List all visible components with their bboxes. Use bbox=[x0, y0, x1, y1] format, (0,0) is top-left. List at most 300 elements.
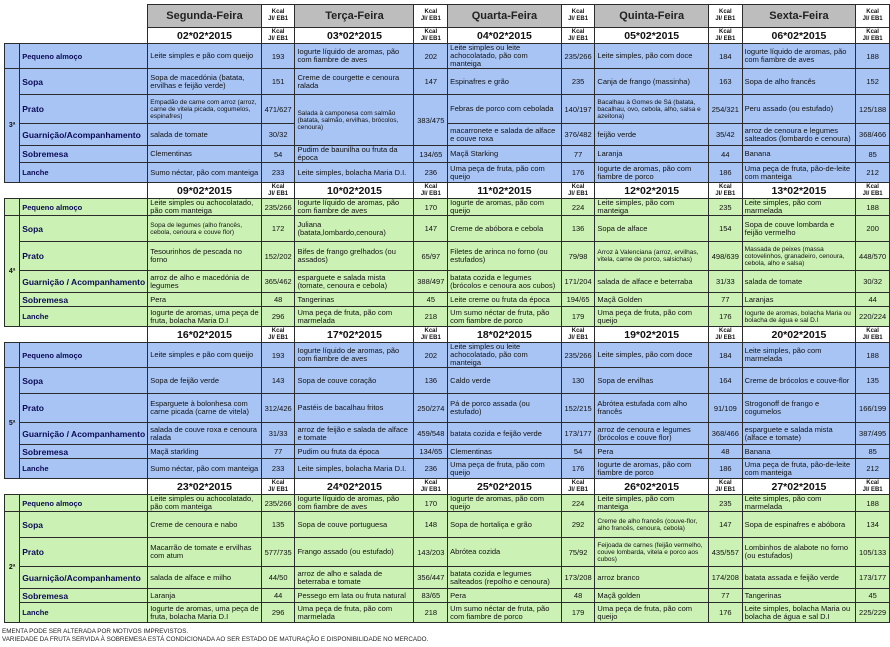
kcal-header-sub: JI/ EB1 bbox=[715, 35, 736, 42]
day-header-row bbox=[5, 5, 890, 28]
kcal-cell: 218 bbox=[414, 603, 448, 623]
kcal-header bbox=[414, 327, 448, 343]
kcal-cell: 212 bbox=[856, 163, 890, 183]
kcal-cell: 134/65 bbox=[414, 445, 448, 459]
week-number: 2ª bbox=[5, 512, 20, 623]
meal-row bbox=[5, 95, 890, 124]
kcal-header-label: Kcal bbox=[424, 9, 438, 15]
dish-cell: Leite simples ou achocolatado, pão com manteiga bbox=[148, 495, 262, 512]
kcal-header-sub: JI/ EB1 bbox=[715, 190, 736, 197]
date-cell: 27*02*2015 bbox=[742, 479, 856, 495]
kcal-header-label: Kcal bbox=[718, 327, 732, 334]
dish-cell: Tesourinhos de pescada no forno bbox=[148, 242, 262, 271]
kcal-cell: 368/466 bbox=[708, 423, 742, 445]
kcal-header-sub: JI/ EB1 bbox=[268, 35, 289, 42]
corner-blank bbox=[5, 5, 148, 28]
kcal-header bbox=[561, 183, 595, 199]
dish-cell: Strogonoff de frango e cogumelos bbox=[742, 394, 856, 423]
day-header: Sexta-Feira bbox=[742, 5, 856, 28]
meal-row bbox=[5, 216, 890, 242]
kcal-cell: 387/495 bbox=[856, 423, 890, 445]
kcal-cell: 459/548 bbox=[414, 423, 448, 445]
kcal-header-sub: JI/ EB1 bbox=[268, 486, 289, 493]
kcal-cell: 135 bbox=[856, 368, 890, 394]
kcal-cell: 212 bbox=[856, 459, 890, 479]
kcal-header bbox=[414, 479, 448, 495]
kcal-cell: 236 bbox=[414, 459, 448, 479]
meal-label: Guarnição / Acompanhamento bbox=[20, 423, 148, 445]
kcal-header-label: Kcal bbox=[718, 479, 732, 486]
dish-cell: Creme de cenoura e nabo bbox=[148, 512, 262, 538]
day-header: Terça-Feira bbox=[295, 5, 414, 28]
kcal-cell: 176 bbox=[561, 163, 595, 183]
kcal-header-label: Kcal bbox=[271, 28, 285, 35]
note-line: EMENTA PODE SER ALTERADA POR MOTIVOS IMPREVISTOS. bbox=[2, 628, 189, 635]
dish-cell: Pastéis de bacalhau fritos bbox=[295, 394, 414, 423]
kcal-header-label: Kcal bbox=[571, 327, 585, 334]
kcal-header bbox=[856, 183, 890, 199]
kcal-header-label: Kcal bbox=[866, 479, 879, 486]
dish-cell: Pudim ou fruta da época bbox=[295, 445, 414, 459]
kcal-header bbox=[708, 28, 742, 44]
kcal-header-label: Kcal bbox=[866, 183, 879, 190]
kcal-cell: 136 bbox=[414, 368, 448, 394]
dish-cell: Leite simples, pão com doce bbox=[595, 343, 709, 368]
kcal-header bbox=[414, 5, 448, 28]
meal-label: Lanche bbox=[20, 307, 148, 327]
dish-cell: Leite simples, bolacha Maria D.I. bbox=[295, 459, 414, 479]
kcal-cell: 79/98 bbox=[561, 242, 595, 271]
dish-cell: Leite simples, bolacha Maria ou bolacha de água e sal D.I bbox=[742, 603, 856, 623]
kcal-cell: 136 bbox=[561, 216, 595, 242]
kcal-cell: 224 bbox=[561, 495, 595, 512]
week-number: 3ª bbox=[5, 69, 20, 183]
date-row-blank bbox=[5, 479, 148, 495]
dish-cell: Iogurte de aromas, pão com fiambre de porco bbox=[595, 163, 709, 183]
kcal-cell: 233 bbox=[261, 459, 295, 479]
date-row bbox=[5, 28, 890, 44]
dish-cell: batata cozida e feijão verde bbox=[448, 423, 562, 445]
weekly-menu-table bbox=[4, 4, 890, 623]
dish-cell: salada de tomate bbox=[742, 271, 856, 293]
kcal-cell: 54 bbox=[261, 146, 295, 163]
menu-body bbox=[5, 5, 890, 623]
dish-cell: Leite simples, pão com doce bbox=[595, 44, 709, 69]
kcal-cell: 448/570 bbox=[856, 242, 890, 271]
kcal-header-sub: JI/ EB1 bbox=[420, 486, 441, 493]
meal-label: Pequeno almoço bbox=[20, 199, 148, 216]
kcal-header bbox=[708, 183, 742, 199]
kcal-cell: 383/475 bbox=[414, 95, 448, 146]
kcal-cell: 171/204 bbox=[561, 271, 595, 293]
dish-cell: Laranjas bbox=[742, 293, 856, 307]
meal-label: Pequeno almoço bbox=[20, 495, 148, 512]
dish-cell: Creme de abóbora e cebola bbox=[448, 216, 562, 242]
kcal-cell: 235/266 bbox=[261, 199, 295, 216]
dish-cell: Laranja bbox=[148, 589, 262, 603]
kcal-cell: 83/65 bbox=[414, 589, 448, 603]
meal-row bbox=[5, 44, 890, 69]
day-header: Quarta-Feira bbox=[448, 5, 562, 28]
kcal-header bbox=[708, 5, 742, 28]
kcal-cell: 235 bbox=[561, 69, 595, 95]
meal-row bbox=[5, 423, 890, 445]
meal-label: Sobremesa bbox=[20, 589, 148, 603]
kcal-cell: 179 bbox=[561, 307, 595, 327]
kcal-header bbox=[261, 28, 295, 44]
meal-label: Guarnição/Acompanhamento bbox=[20, 567, 148, 589]
meal-row bbox=[5, 495, 890, 512]
kcal-cell: 147 bbox=[708, 512, 742, 538]
kcal-header-label: Kcal bbox=[718, 9, 732, 15]
date-row-blank bbox=[5, 183, 148, 199]
kcal-cell: 356/447 bbox=[414, 567, 448, 589]
dish-cell: Leite simples, pão com manteiga bbox=[595, 199, 709, 216]
date-cell: 03*02*2015 bbox=[295, 28, 414, 44]
kcal-cell: 151 bbox=[261, 69, 295, 95]
dish-cell: Pá de porco assada (ou estufado) bbox=[448, 394, 562, 423]
kcal-cell: 193 bbox=[261, 343, 295, 368]
dish-cell: Filetes de arinca no forno (ou estufados) bbox=[448, 242, 562, 271]
dish-cell: Massada de peixes (massa cotovelinhos, granadeiro, cenoura, cebola, alho e salsa) bbox=[742, 242, 856, 271]
kcal-cell: 186 bbox=[708, 163, 742, 183]
kcal-cell: 193 bbox=[261, 44, 295, 69]
kcal-cell: 44 bbox=[856, 293, 890, 307]
kcal-cell: 220/224 bbox=[856, 307, 890, 327]
kcal-header-sub: JI/ EB1 bbox=[862, 16, 883, 22]
kcal-cell: 77 bbox=[708, 589, 742, 603]
dish-cell: Iogurte líquido de aromas, pão com fiambre de aves bbox=[295, 199, 414, 216]
kcal-cell: 173/177 bbox=[856, 567, 890, 589]
kcal-cell: 143 bbox=[261, 368, 295, 394]
meal-label: Prato bbox=[20, 538, 148, 567]
dish-cell: Pessego em lata ou fruta natural bbox=[295, 589, 414, 603]
kcal-cell: 179 bbox=[561, 603, 595, 623]
kcal-cell: 170 bbox=[414, 495, 448, 512]
dish-cell: Iogurte de aromas, uma peça de fruta, bolacha Maria D.I bbox=[148, 603, 262, 623]
kcal-header-label: Kcal bbox=[271, 327, 285, 334]
meal-row bbox=[5, 368, 890, 394]
kcal-cell: 91/109 bbox=[708, 394, 742, 423]
kcal-cell: 188 bbox=[856, 44, 890, 69]
kcal-cell: 48 bbox=[261, 293, 295, 307]
kcal-header-label: Kcal bbox=[424, 479, 438, 486]
date-cell: 26*02*2015 bbox=[595, 479, 709, 495]
dish-cell: Maçã golden bbox=[595, 589, 709, 603]
dish-cell: Canja de frango (massinha) bbox=[595, 69, 709, 95]
kcal-cell: 85 bbox=[856, 445, 890, 459]
kcal-cell: 154 bbox=[708, 216, 742, 242]
dish-cell: Iogurte líquido de aromas, pão com fiambre de aves bbox=[295, 495, 414, 512]
kcal-cell: 44 bbox=[261, 589, 295, 603]
dish-cell: arroz de feijão e salada de alface e tomate bbox=[295, 423, 414, 445]
dish-cell: Leite simples, pão com marmelada bbox=[742, 343, 856, 368]
dish-cell: salada de couve roxa e cenoura ralada bbox=[148, 423, 262, 445]
dish-cell: Clementinas bbox=[148, 146, 262, 163]
dish-cell: Pera bbox=[448, 589, 562, 603]
dish-cell: Creme de brócolos e couve-flor bbox=[742, 368, 856, 394]
dish-cell: batata cozida e legumes (brócolos e cenoura aos cubos) bbox=[448, 271, 562, 293]
kcal-cell: 186 bbox=[708, 459, 742, 479]
kcal-cell: 312/426 bbox=[261, 394, 295, 423]
dish-cell: salada de alface e milho bbox=[148, 567, 262, 589]
dish-cell: Iogurte de aromas, uma peça de fruta, bolacha Maria D.I bbox=[148, 307, 262, 327]
dish-cell: Banana bbox=[742, 146, 856, 163]
dish-cell: salada de tomate bbox=[148, 124, 262, 146]
kcal-cell: 176 bbox=[708, 603, 742, 623]
kcal-header-label: Kcal bbox=[718, 183, 732, 190]
dish-cell: Leite simples, pão com manteiga bbox=[595, 495, 709, 512]
kcal-cell: 85 bbox=[856, 146, 890, 163]
meal-label: Sopa bbox=[20, 69, 148, 95]
dish-cell: Sopa de legumes (alho francês, cebola, cenoura e couve flor) bbox=[148, 216, 262, 242]
dish-cell: Sopa de alho francês bbox=[742, 69, 856, 95]
kcal-header-sub: JI/ EB1 bbox=[715, 16, 736, 22]
kcal-cell: 233 bbox=[261, 163, 295, 183]
dish-cell: arroz de alho e macedónia de legumes bbox=[148, 271, 262, 293]
kcal-cell: 140/197 bbox=[561, 95, 595, 124]
dish-cell: Maçã Starking bbox=[448, 146, 562, 163]
dish-cell: Um sumo néctar de fruta, pão com fiambre de porco bbox=[448, 307, 562, 327]
kcal-header-label: Kcal bbox=[271, 183, 285, 190]
kcal-cell: 365/462 bbox=[261, 271, 295, 293]
dish-cell: Creme de alho francês (couve-flor, alho francês, cenoura, cebola) bbox=[595, 512, 709, 538]
meal-label: Guarnição / Acompanhamento bbox=[20, 271, 148, 293]
dish-cell: Iogurte de aromas, bolacha Maria ou bolacha de água e sal D.I bbox=[742, 307, 856, 327]
kcal-header-label: Kcal bbox=[424, 183, 438, 190]
kcal-cell: 31/33 bbox=[708, 271, 742, 293]
kcal-cell: 235/266 bbox=[561, 343, 595, 368]
kcal-cell: 152/215 bbox=[561, 394, 595, 423]
meal-row bbox=[5, 271, 890, 293]
dish-cell: Leite simples ou leite achocolatado, pão com manteiga bbox=[448, 343, 562, 368]
kcal-header-sub: JI/ EB1 bbox=[568, 486, 589, 493]
kcal-cell: 134 bbox=[856, 512, 890, 538]
dish-cell: Laranja bbox=[595, 146, 709, 163]
kcal-header bbox=[708, 327, 742, 343]
kcal-cell: 147 bbox=[414, 216, 448, 242]
dish-cell: Macarrão de tomate e ervilhas com atum bbox=[148, 538, 262, 567]
kcal-header-sub: JI/ EB1 bbox=[420, 35, 441, 42]
kcal-header-label: Kcal bbox=[571, 28, 585, 35]
date-cell: 24*02*2015 bbox=[295, 479, 414, 495]
meal-label: Sobremesa bbox=[20, 146, 148, 163]
date-cell: 13*02*2015 bbox=[742, 183, 856, 199]
date-cell: 23*02*2015 bbox=[148, 479, 262, 495]
meal-row bbox=[5, 199, 890, 216]
kcal-cell: 164 bbox=[708, 368, 742, 394]
dish-cell: Esparguete à bolonhesa com carne picada (carne de vitela) bbox=[148, 394, 262, 423]
kcal-cell: 218 bbox=[414, 307, 448, 327]
dish-cell: Uma peça de fruta, pão com queijo bbox=[448, 459, 562, 479]
meal-row bbox=[5, 146, 890, 163]
meal-label: Sopa bbox=[20, 368, 148, 394]
dish-cell: salada de alface e beterraba bbox=[595, 271, 709, 293]
kcal-cell: 235/266 bbox=[561, 44, 595, 69]
dish-cell: arroz branco bbox=[595, 567, 709, 589]
note-line: VARIEDADE DA FRUTA SERVIDA À SOBREMESA ESTÁ CONDICIONADA AO SER ESTADO DE MATURAÇÃO E DISPONIBILIDADE NO MERCADO. bbox=[2, 635, 429, 643]
kcal-cell: 135 bbox=[261, 512, 295, 538]
kcal-cell: 172 bbox=[261, 216, 295, 242]
kcal-header bbox=[856, 327, 890, 343]
date-cell: 17*02*2015 bbox=[295, 327, 414, 343]
kcal-cell: 45 bbox=[856, 589, 890, 603]
dish-cell: Iogurte líquido de aromas, pão com fiambre de aves bbox=[742, 44, 856, 69]
kcal-header-label: Kcal bbox=[718, 28, 732, 35]
dish-cell: arroz de cenoura e legumes (brócolos e couve flor) bbox=[595, 423, 709, 445]
dish-cell: Sopa de alface bbox=[595, 216, 709, 242]
kcal-header bbox=[561, 479, 595, 495]
date-cell: 16*02*2015 bbox=[148, 327, 262, 343]
date-row-blank bbox=[5, 327, 148, 343]
kcal-header-sub: JI/ EB1 bbox=[268, 16, 289, 22]
kcal-cell: 188 bbox=[856, 495, 890, 512]
dish-cell: Sopa de couve portuguesa bbox=[295, 512, 414, 538]
meal-row bbox=[5, 589, 890, 603]
date-cell: 12*02*2015 bbox=[595, 183, 709, 199]
dish-cell: arroz de cenoura e legumes salteados (lombardo e cenoura) bbox=[742, 124, 856, 146]
dish-cell: Uma peça de fruta, pão com queijo bbox=[595, 307, 709, 327]
dish-cell: Um sumo néctar de fruta, pão com fiambre de porco bbox=[448, 603, 562, 623]
kcal-cell: 254/321 bbox=[708, 95, 742, 124]
date-cell: 25*02*2015 bbox=[448, 479, 562, 495]
meal-row bbox=[5, 242, 890, 271]
kcal-cell: 147 bbox=[414, 69, 448, 95]
dish-cell: feijão verde bbox=[595, 124, 709, 146]
kcal-cell: 148 bbox=[414, 512, 448, 538]
meal-label: Lanche bbox=[20, 603, 148, 623]
dish-cell: Iogurte de aromas, pão com queijo bbox=[448, 199, 562, 216]
date-row bbox=[5, 479, 890, 495]
kcal-header-sub: JI/ EB1 bbox=[420, 16, 441, 22]
date-cell: 05*02*2015 bbox=[595, 28, 709, 44]
meal-label: Guarnição/Acompanhamento bbox=[20, 124, 148, 146]
kcal-header-label: Kcal bbox=[866, 28, 879, 35]
dish-cell: Creme de courgette e cenoura ralada bbox=[295, 69, 414, 95]
kcal-header bbox=[561, 5, 595, 28]
kcal-cell: 134/65 bbox=[414, 146, 448, 163]
meal-row bbox=[5, 293, 890, 307]
kcal-header-sub: JI/ EB1 bbox=[862, 486, 883, 493]
kcal-cell: 152 bbox=[856, 69, 890, 95]
date-cell: 11*02*2015 bbox=[448, 183, 562, 199]
dish-cell: Pera bbox=[595, 445, 709, 459]
week-number bbox=[5, 199, 20, 216]
date-cell: 18*02*2015 bbox=[448, 327, 562, 343]
kcal-cell: 296 bbox=[261, 603, 295, 623]
kcal-cell: 235 bbox=[708, 199, 742, 216]
kcal-cell: 77 bbox=[561, 146, 595, 163]
dish-cell: Abrótea estufada com alho francês bbox=[595, 394, 709, 423]
week-number bbox=[5, 495, 20, 512]
kcal-cell: 77 bbox=[708, 293, 742, 307]
kcal-header-sub: JI/ EB1 bbox=[568, 16, 589, 22]
kcal-cell: 31/33 bbox=[261, 423, 295, 445]
dish-cell: Uma peça de fruta, pão com queijo bbox=[595, 603, 709, 623]
dish-cell: batata cozida e legumes salteados (repolho e cenoura) bbox=[448, 567, 562, 589]
kcal-header-label: Kcal bbox=[271, 9, 285, 15]
dish-cell: Sopa de macedónia (batata, ervilhas e feijão verde) bbox=[148, 69, 262, 95]
kcal-cell: 184 bbox=[708, 44, 742, 69]
meal-label: Lanche bbox=[20, 163, 148, 183]
kcal-cell: 173/208 bbox=[561, 567, 595, 589]
meal-label: Sopa bbox=[20, 512, 148, 538]
kcal-cell: 236 bbox=[414, 163, 448, 183]
kcal-cell: 296 bbox=[261, 307, 295, 327]
kcal-cell: 471/627 bbox=[261, 95, 295, 124]
dish-cell: Iogurte de aromas, pão com queijo bbox=[448, 495, 562, 512]
kcal-header-sub: JI/ EB1 bbox=[862, 35, 883, 42]
date-row-blank bbox=[5, 28, 148, 44]
dish-cell: Leite simples e pão com queijo bbox=[148, 44, 262, 69]
meal-row bbox=[5, 394, 890, 423]
dish-cell: Sopa de hortaliça e grão bbox=[448, 512, 562, 538]
kcal-cell: 176 bbox=[561, 459, 595, 479]
kcal-header bbox=[561, 327, 595, 343]
dish-cell: Peru assado (ou estufado) bbox=[742, 95, 856, 124]
kcal-header-label: Kcal bbox=[571, 183, 585, 190]
dish-cell: Juliana (batata,lombardo,cenoura) bbox=[295, 216, 414, 242]
dish-cell: Leite simples, pão com marmelada bbox=[742, 495, 856, 512]
dish-cell: Leite creme ou fruta da época bbox=[448, 293, 562, 307]
meal-label: Sopa bbox=[20, 216, 148, 242]
date-row bbox=[5, 183, 890, 199]
dish-cell: Maçã starkling bbox=[148, 445, 262, 459]
kcal-cell: 200 bbox=[856, 216, 890, 242]
dish-cell: Leite simples, pão com marmelada bbox=[742, 199, 856, 216]
dish-cell: Pudim de baunilha ou fruta da época bbox=[295, 146, 414, 163]
dish-cell: Sopa de couve coração bbox=[295, 368, 414, 394]
dish-cell: Uma peça de fruta, pão-de-leite com manteiga bbox=[742, 459, 856, 479]
kcal-header bbox=[414, 28, 448, 44]
day-header: Quinta-Feira bbox=[595, 5, 709, 28]
kcal-header bbox=[708, 479, 742, 495]
date-cell: 10*02*2015 bbox=[295, 183, 414, 199]
kcal-cell: 30/32 bbox=[261, 124, 295, 146]
kcal-header bbox=[856, 5, 890, 28]
meal-label: Pequeno almoço bbox=[20, 44, 148, 69]
kcal-cell: 202 bbox=[414, 343, 448, 368]
dish-cell: esparguete e salada mista (alface e tomate) bbox=[742, 423, 856, 445]
kcal-header bbox=[261, 183, 295, 199]
kcal-header-sub: JI/ EB1 bbox=[568, 190, 589, 197]
kcal-cell: 225/229 bbox=[856, 603, 890, 623]
date-cell: 04*02*2015 bbox=[448, 28, 562, 44]
kcal-header-sub: JI/ EB1 bbox=[420, 334, 441, 341]
kcal-cell: 250/274 bbox=[414, 394, 448, 423]
kcal-header-sub: JI/ EB1 bbox=[862, 190, 883, 197]
dish-cell: arroz de alho e salada de beterraba e tomate bbox=[295, 567, 414, 589]
dish-cell: macarronete e salada de alface e couve roxa bbox=[448, 124, 562, 146]
dish-cell: Caldo verde bbox=[448, 368, 562, 394]
meal-row bbox=[5, 69, 890, 95]
kcal-cell: 188 bbox=[856, 343, 890, 368]
kcal-header-sub: JI/ EB1 bbox=[268, 190, 289, 197]
footer-notes bbox=[2, 628, 428, 643]
dish-cell: Pera bbox=[148, 293, 262, 307]
kcal-cell: 48 bbox=[708, 445, 742, 459]
kcal-header-label: Kcal bbox=[424, 28, 438, 35]
dish-cell: Uma peça de fruta, pão com marmelada bbox=[295, 603, 414, 623]
dish-cell: Uma peça de fruta, pão com marmelada bbox=[295, 307, 414, 327]
kcal-cell: 166/199 bbox=[856, 394, 890, 423]
dish-cell: Leite simples ou achocolatado, pão com manteiga bbox=[148, 199, 262, 216]
week-number: 5ª bbox=[5, 368, 20, 479]
kcal-cell: 105/133 bbox=[856, 538, 890, 567]
kcal-header-sub: JI/ EB1 bbox=[715, 334, 736, 341]
week-number bbox=[5, 44, 20, 69]
kcal-cell: 54 bbox=[561, 445, 595, 459]
